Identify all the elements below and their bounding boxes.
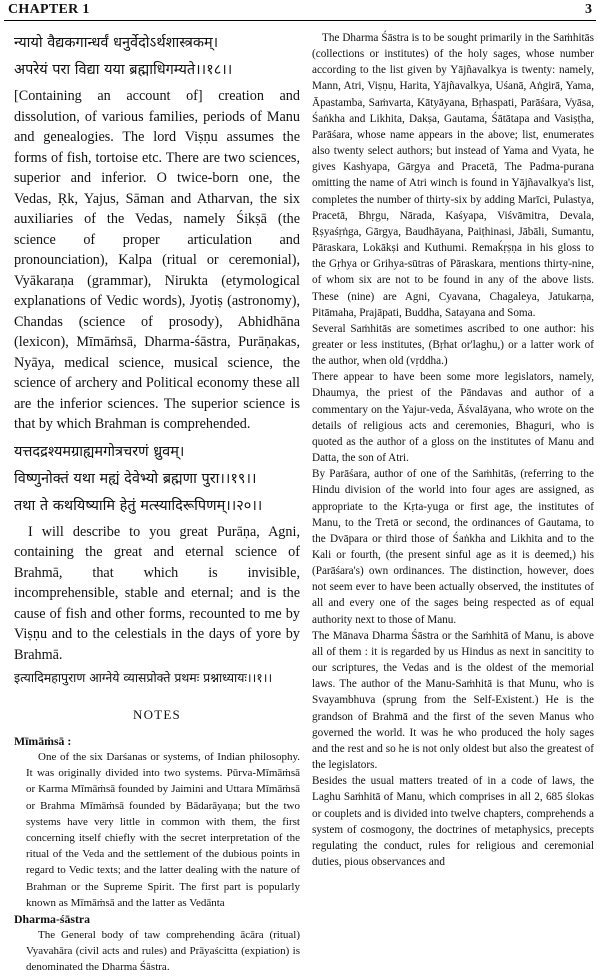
chapter-title: CHAPTER 1 [8, 2, 90, 17]
body-paragraph: The Dharma Śāstra is to be sought primarily in the Saṁhitās (collections or institutes) of the holy sages, whose number according to the list given by Yājñavalkya is twenty: namely, Mann, Atri, Viṣṇu, Harita, Yājñavalkya, Uśanā, Aṅgirā, Yama, Āpastamba, Saṁvarta, Kātyāyana, Bṛhaspati, Parāśara, Vyāsa, Śaṅkha and Likhita, Dakṣa, Gautama, Śātātapa and Vasiṣṭha, Parāśara, whose name appears in the above; list, enumerates also twenty select authors; but instead of Yama and Vyata, he gives Kashyapa, Gārgya and Pracetā, The Padma-purana omitting the name of Atri winch is found in Yājñavalkya's list, completes the number of thirty-six by adding Marīci, Pulastya, Pracetā, Bhṛgu, Nārada, Kaśyapa, Viśvāmitra, Devala, Ṛṣyaśṛṅga, Gārgya, Baudhāyana, Paiṭhinasi, Jābāli, Sumantu, Pāraskara, Lokākṣi and Kuthumi. Remaḱṛṣṇa in his gloss to the Gṛhya or Grihya-sūtras of Pāraskara, mentions thirty-nine, of whom six are not to be found in any of the above lists. These (nine) are Agni, Cyavana, Chagaleya, Jatukarṇa, Pitāmaha, Prajāpati, Buddha, Satayana and Soma. [312, 32, 594, 319]
note-text: The General body of taw comprehending ācāra (ritual) Vyavahāra (civil acts and rules) and Prāyaścitta (expiation) is denominated the Dharma Śāstra. [26, 929, 300, 974]
sanskrit-verse-line: विष्णुनोक्तं यथा मह्यं देवेभ्यो ब्रह्मणा पुरा।।१९।। [14, 470, 257, 487]
translation-paragraph: I will describe to you great Purāṇa, Agni, containing the great and eternal science of Brahmā, that which is invisible, incomprehensible, stable and eternal; and is the cause of fish and other forms, recounted to me by Viṣṇu and to the celestials in the days of yore by Brahmā. [14, 523, 300, 663]
translation-paragraph: [Containing an account of] creation and dissolution, of various families, periods of Manu and genealogies. The lord Viṣṇu assumes the forms of fish, tortoise etc. There are two sciences, superior and inferior. O twice-born one, the Vedas, Ṛk, Yajus, Sāman and Atharvan, the six auxiliaries of the Vedas, namely Śikṣā (the science of proper articulation and pronounciation), Kalpa (ritual or ceremonial), Vyākaraṇa (grammar), Nirukta (etymological explanations of Vedic words), Jyotiṣ (astronomy), Chandas (science of prosody), Abhidhāna (lexicon), Mīmāṁsā, Dharma-śāstra, Purāṇakas, Nyāya, medical science, musical science, the science of archery and Political economy these all are the inferior sciences. The superior science is that by which Brahman is comprehended. [14, 88, 300, 432]
body-paragraph: There appear to have been some more legislators, namely, Dhaumya, the priest of the Pāndavas and author of a commentary on the Yajur-veda, Āśvalāyana, who wrote on the details of religious acts and ceremonies, Bhaguri, who is quoted as the author of a gloss on the institutes of Manu and Datta, the son of Atri. [312, 371, 594, 465]
note-term-heading: Mīmāṁsā : [14, 734, 72, 748]
note-term-heading: Dharma-śāstra [14, 912, 91, 927]
body-paragraph: By Parāśara, author of one of the Saṁhitās, (referring to the Hindu division of the world into four ages are assigned, as appropriate to the Kṛta-yuga or first age, the institutes of Manu, to the Tretā or second, the ordinances of Gautama, to the Dvāpara or third those of Śaṅkha and Likhita and to the Kali or fourth, (the present sinful age as it is deemed,) his (Parāśara's) own ordinances. The distinction, however, does not seem ever to have been actually observed, the institutes of all and every one of the sages being respected as of equal authority next to those of Manu. [312, 468, 594, 626]
left-column [14, 30, 300, 974]
page-number: 3 [585, 2, 592, 17]
verse-block-1 [14, 30, 300, 84]
body-paragraph: Several Saṁhitās are sometimes ascribed to one author: his greater or less institutes, (Bṛhat or'laghu,) or a latter work of the author, when old (vṛddha.) [312, 322, 594, 368]
body-paragraph: Besides the usual matters treated of in a code of laws, the Laghu Saṁhitā of Manu, which comprises in all 2, 685 ślokas or couplets and is divided into twelve chapters, comprehends a system of cosmogony, the doctrines of metaphysics, precepts regulating the conduct, rules for religious and ceremonial duties, pious observances and [312, 775, 594, 868]
sanskrit-verse-line: अपरेयं परा विद्या यया ब्रह्माधिगम्यते।।१८।। [14, 62, 233, 78]
verse-block-2 [14, 439, 300, 520]
body-paragraph: The Mānava Dharma Śāstra or the Saṁhitā of Manu, is above all of them : it is regarded by us Hindus as next in sancitity to our scriptures, the Vedas and is the oldest of the memorial laws. The author of the Manu-Saṁhitā is that Munu, who is Svayambhuva (sprung from the Self-Existent.) He is the grandson of Brahmā and the first of the seven Manus who governed the world. It was he who produced the holy sages and the rest and so he is not only oldest but also the greatest of the legislators. [312, 629, 594, 772]
right-column [312, 30, 594, 868]
sanskrit-verse-line: न्यायो वैद्यकगान्धर्वं धनुर्वेदोऽर्थशास्त्रकम्। [14, 35, 219, 51]
note-text: One of the six Darśanas or systems, of Indian philosophy. It was originally divided into two systems. Pūrva-Mīmāṁsā or Karma Mīmāṁsā founded by Jaimini and Uttara Mīmāṁsā or Brahma Mīmāṁsā founded by Bādarāyaṇa; but the two systems have very little in common with them, the first concerning itself chiefly with the secret interpretation of the ritual of the Veda and the settlement of the dubious points in regard to Vedic texts; and the latter dealing with the nature of Brahman or the Supreme Spirit. The first part is popularly known as Mīmāṁsā and the latter as Vedānta [26, 751, 300, 909]
header-rule [4, 20, 596, 21]
sanskrit-verse-line: तथा ते कथयिष्यामि हेतुं मत्स्यादिरूपिणम्।।२०।। [14, 497, 263, 514]
sanskrit-verse-line: यत्तदद्रश्यमग्राह्यमगोत्रचरणं ध्रुवम्। [14, 443, 185, 460]
chapter-colophon: इत्यादिमहापुराण आग्नेये व्यासप्रोक्ते प्रथमः प्रश्नाध्यायः।।१।। [14, 670, 273, 685]
notes-heading: NOTES [133, 707, 181, 722]
page-header [0, 0, 600, 22]
